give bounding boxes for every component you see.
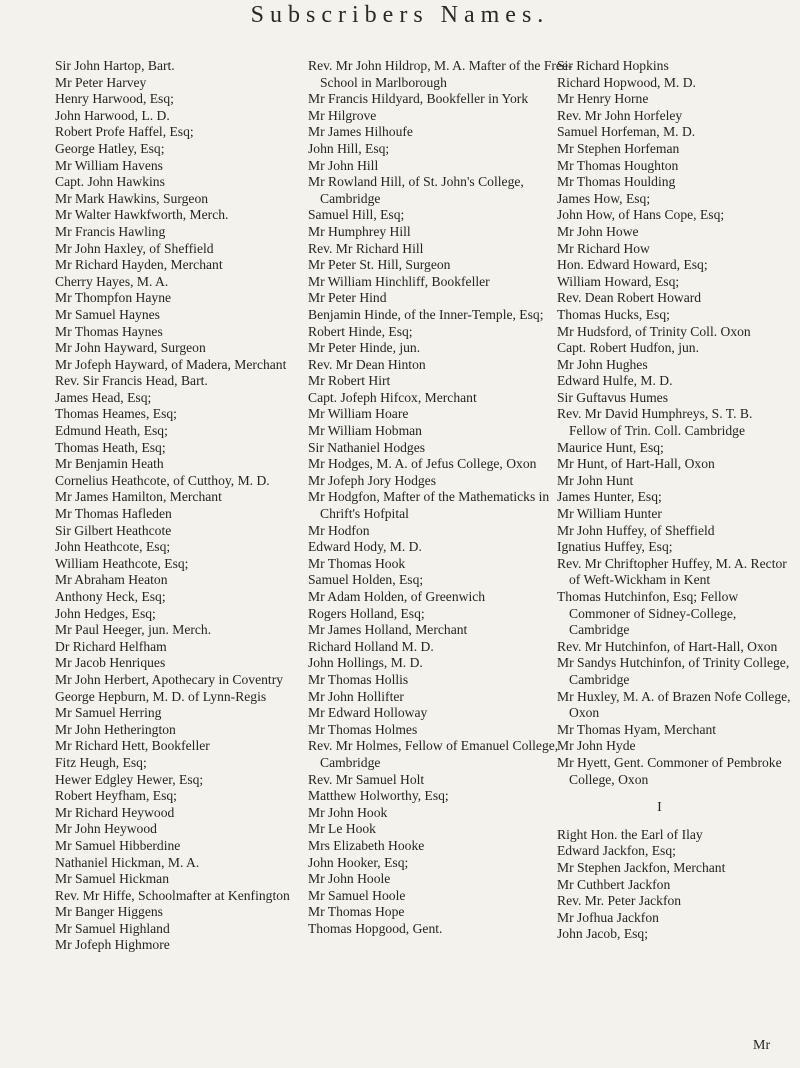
subscriber-entry: Samuel Holden, Esq; [308, 572, 424, 588]
subscriber-entry: Mrs Elizabeth Hooke [308, 837, 425, 853]
subscriber-entry: Mr John Hayward, Surgeon [55, 340, 206, 356]
subscriber-entry: Capt. Robert Hudfon, jun. [557, 340, 699, 356]
subscriber-entry: Mr Humphrey Hill [308, 223, 411, 239]
section-letter: I [657, 800, 662, 816]
subscribers-column-3 [557, 58, 792, 943]
catchword: Mr [753, 1038, 771, 1053]
subscriber-entry: Edward Hody, M. D. [308, 539, 422, 555]
subscriber-entry: John Hollings, M. D. [308, 655, 423, 671]
subscriber-entry: Mr Adam Holden, of Greenwich [308, 589, 486, 604]
subscriber-entry: Mr Thomas Holmes [308, 721, 418, 737]
subscriber-entry: John Hooker, Esq; [308, 854, 409, 870]
subscriber-entry: Mr Jacob Henriques [55, 655, 166, 671]
subscriber-entry: Cherry Hayes, M. A. [55, 273, 169, 289]
subscriber-entry: Hon. Edward Howard, Esq; [557, 257, 708, 273]
subscriber-entry: Mr James Hilhoufe [308, 124, 413, 140]
subscriber-entry: Mr Thomas Hope [308, 904, 405, 920]
subscriber-entry: George Hepburn, M. D. of Lynn-Regis [55, 688, 267, 704]
subscribers-column-1 [55, 58, 325, 954]
subscriber-entry: Mr Hudsford, of Trinity Coll. Oxon [557, 323, 751, 339]
subscriber-entry: William Heathcote, Esq; [55, 555, 189, 571]
subscriber-entry: Mr Thomas Hyam, Merchant [557, 721, 717, 737]
subscriber-entry: Thomas Hutchinfon, Esq; Fellow Commoner of Sidney-College, Cambridge [557, 589, 739, 638]
subscriber-entry: Mr John Hyde [557, 738, 636, 754]
subscriber-entry: Cornelius Heathcote, of Cutthoy, M. D. [55, 472, 270, 488]
subscriber-entry: Rev. Mr John Hildrop, M. A. Mafter of the Free-School in Marlborough [308, 58, 573, 90]
subscriber-entry: Robert Heyfham, Esq; [55, 788, 177, 804]
subscriber-entry: Mr Thompfon Hayne [55, 290, 172, 306]
subscriber-entry: Mr John Hughes [557, 356, 648, 372]
subscriber-entry: Mr James Holland, Merchant [308, 622, 468, 638]
subscriber-entry: Mr Huxley, M. A. of Brazen Nofe College, Oxon [557, 688, 791, 721]
subscriber-entry: Rev. Mr Dean Hinton [308, 356, 426, 372]
subscriber-entry: Capt. Jofeph Hifcox, Merchant [308, 389, 477, 405]
subscriber-entry: Mr Sandys Hutchinfon, of Trinity College, Cambridge [557, 655, 790, 687]
subscriber-entry: Nathaniel Hickman, M. A. [55, 854, 200, 870]
subscriber-entry: Mr Walter Hawkfworth, Merch. [55, 207, 229, 223]
subscriber-entry: Henry Harwood, Esq; [55, 91, 174, 107]
subscriber-entry: Mr William Hinchliff, Bookfeller [308, 273, 490, 289]
subscriber-entry: Mr Jofhua Jackfon [557, 909, 659, 925]
subscriber-entry: Matthew Holworthy, Esq; [308, 788, 449, 804]
subscriber-entry: Dr Richard Helfham [55, 638, 167, 654]
subscriber-entry: James Head, Esq; [55, 389, 152, 405]
subscriber-entry: Rogers Holland, Esq; [308, 605, 425, 621]
subscriber-entry: Rev. Sir Francis Head, Bart. [55, 373, 208, 389]
subscriber-entry: George Hatley, Esq; [55, 140, 165, 156]
subscriber-entry: Mr Richard Hett, Bookfeller [55, 738, 210, 754]
subscriber-entry: Mr Henry Horne [557, 91, 649, 107]
subscriber-entry: John How, of Hans Cope, Esq; [557, 207, 725, 223]
subscriber-entry: Mr Edward Holloway [308, 705, 428, 721]
subscriber-entry: Mr Peter Harvey [55, 74, 147, 90]
subscriber-entry: Mr Peter Hinde, jun. [308, 340, 421, 356]
subscriber-entry: Mr Thomas Hafleden [55, 506, 172, 522]
subscriber-entry: Mr Robert Hirt [308, 373, 391, 389]
subscriber-entry: Hewer Edgley Hewer, Esq; [55, 771, 204, 787]
subscriber-entry: Mr Francis Hildyard, Bookfeller in York [308, 91, 529, 107]
subscriber-entry: Mr John Hollifter [308, 688, 404, 704]
subscriber-entry: Mr Stephen Jackfon, Merchant [557, 859, 726, 875]
subscriber-entry: John Harwood, L. D. [55, 107, 170, 123]
subscriber-entry: John Hedges, Esq; [55, 605, 156, 621]
subscriber-entry: Richard Hopwood, M. D. [557, 74, 696, 90]
subscriber-entry: Mr Hilgrove [308, 107, 377, 123]
subscriber-entry: Mr Mark Hawkins, Surgeon [55, 190, 209, 206]
subscriber-entry: Mr Samuel Haynes [55, 306, 160, 322]
subscriber-entry: Thomas Hucks, Esq; [557, 306, 670, 322]
subscriber-entry: James How, Esq; [557, 190, 651, 206]
subscriber-entry: Mr William Hunter [557, 506, 662, 522]
page-header-title: Subscribers Names. [250, 2, 550, 28]
subscriber-entry: Mr Peter Hind [308, 290, 387, 306]
subscriber-entry: Mr Hodfon [308, 522, 370, 538]
subscriber-entry: Mr Jofeph Highmore [55, 937, 170, 953]
subscriber-entry: Mr Hunt, of Hart-Hall, Oxon [557, 456, 715, 472]
subscriber-entry: Mr John Hunt [557, 472, 634, 488]
subscriber-entry: Mr Thomas Hollis [308, 671, 409, 687]
subscriber-entry: Robert Profe Haffel, Esq; [55, 124, 194, 140]
subscriber-entry: Mr Francis Hawling [55, 223, 166, 239]
subscriber-entry: Mr John Hill [308, 157, 379, 173]
subscriber-entry: Mr Samuel Herring [55, 705, 162, 721]
subscriber-entry: John Heathcote, Esq; [55, 539, 171, 555]
subscriber-entry: William Howard, Esq; [557, 273, 680, 289]
subscriber-entry: Mr Richard How [557, 240, 650, 256]
subscriber-entry: James Hunter, Esq; [557, 489, 662, 505]
subscriber-entry: Mr Stephen Horfeman [557, 140, 680, 156]
subscriber-entry: Maurice Hunt, Esq; [557, 439, 664, 455]
subscriber-entry: Rev. Mr Hutchinfon, of Hart-Hall, Oxon [557, 638, 778, 654]
subscriber-entry: Rev. Mr. Peter Jackfon [557, 893, 682, 909]
subscriber-entry: Ignatius Huffey, Esq; [557, 539, 673, 555]
subscriber-entry: Rev. Mr Holmes, Fellow of Emanuel College, Cambridge [308, 738, 559, 770]
subscriber-entry: Mr Thomas Houghton [557, 157, 679, 173]
subscriber-entry: Thomas Heath, Esq; [55, 439, 166, 455]
subscriber-entry: Mr Thomas Hook [308, 555, 406, 571]
subscriber-entry: Sir Nathaniel Hodges [308, 439, 426, 455]
subscriber-entry: Samuel Horfeman, M. D. [557, 124, 696, 140]
subscriber-entry: Mr Cuthbert Jackfon [557, 876, 671, 892]
subscriber-entry: Mr Thomas Haynes [55, 323, 163, 339]
subscriber-entry: Mr John Herbert, Apothecary in Coventry [55, 671, 284, 687]
subscriber-entry: Thomas Hopgood, Gent. [308, 920, 443, 936]
subscriber-entry: Mr Hyett, Gent. Commoner of Pembroke College, Oxon [557, 754, 782, 787]
subscriber-entry: John Jacob, Esq; [557, 926, 648, 942]
subscriber-entry: Mr Richard Heywood [55, 804, 175, 820]
subscriber-entry: Rev. Mr Samuel Holt [308, 771, 425, 787]
subscriber-entry: Mr Le Hook [308, 821, 376, 837]
subscriber-entry: Mr Jofeph Jory Hodges [308, 472, 436, 488]
subscriber-entry: Mr John Hook [308, 804, 388, 820]
subscriber-entry: Mr Hodges, M. A. of Jefus College, Oxon [308, 456, 537, 472]
subscriber-entry: Mr Banger Higgens [55, 904, 163, 920]
subscriber-entry: Mr Samuel Hibberdine [55, 837, 181, 853]
subscriber-entry: Edward Hulfe, M. D. [557, 373, 673, 389]
subscriber-entry: Rev. Mr Chriftopher Huffey, M. A. Rector of Weft-Wickham in Kent [557, 555, 787, 588]
subscriber-entry: Right Hon. the Earl of Ilay [557, 826, 703, 842]
subscriber-entry: Mr John Howe [557, 223, 639, 239]
subscribers-column-2 [308, 58, 580, 937]
subscriber-entry: Rev. Mr Richard Hill [308, 240, 424, 256]
subscriber-entry: Rev. Dean Robert Howard [557, 290, 702, 306]
subscriber-entry: Mr William Hoare [308, 406, 409, 422]
subscriber-entry: Mr Samuel Hickman [55, 871, 170, 887]
subscriber-entry: Fitz Heugh, Esq; [55, 754, 147, 770]
subscriber-entry: Thomas Heames, Esq; [55, 406, 177, 422]
subscriber-entry: Mr Peter St. Hill, Surgeon [308, 257, 451, 273]
subscriber-entry: Capt. John Hawkins [55, 174, 165, 190]
subscriber-entry: Benjamin Hinde, of the Inner-Temple, Esq; [308, 306, 544, 322]
subscriber-entry: Robert Hinde, Esq; [308, 323, 413, 339]
subscriber-entry: Sir Gilbert Heathcote [55, 522, 172, 538]
subscriber-entry: Mr Abraham Heaton [55, 572, 168, 588]
subscriber-entry: Mr John Heywood [55, 821, 157, 837]
subscriber-entry: Mr William Hobman [308, 423, 422, 439]
subscriber-entry: Rev. Mr David Humphreys, S. T. B. Fellow of Trin. Coll. Cambridge [557, 406, 753, 439]
subscriber-entry: Mr Rowland Hill, of St. John's College, Cambridge [308, 174, 524, 206]
subscriber-entry: Mr John Hoole [308, 871, 391, 887]
subscriber-entry: Mr William Havens [55, 157, 163, 173]
subscriber-entry: Mr Thomas Houlding [557, 174, 676, 190]
subscriber-entry: Mr Jofeph Hayward, of Madera, Merchant [55, 356, 287, 372]
subscriber-entry: Richard Holland M. D. [308, 638, 434, 654]
subscriber-entry: Sir Guftavus Humes [557, 389, 669, 405]
subscriber-entry: Mr Richard Hayden, Merchant [55, 257, 223, 273]
subscriber-entry: Anthony Heck, Esq; [55, 589, 166, 604]
subscriber-entry: Mr James Hamilton, Merchant [55, 489, 222, 505]
subscriber-entry: Mr Paul Heeger, jun. Merch. [55, 622, 212, 638]
subscriber-entry: Sir Richard Hopkins [557, 58, 669, 73]
subscriber-entry: Mr John Haxley, of Sheffield [55, 240, 214, 256]
subscriber-entry: Mr Benjamin Heath [55, 456, 164, 472]
subscriber-entry: Mr Hodgfon, Mafter of the Mathematicks in Chrift's Hofpital [308, 489, 550, 522]
subscriber-entry: Edmund Heath, Esq; [55, 423, 168, 439]
subscriber-entry: Mr John Huffey, of Sheffield [557, 522, 715, 538]
subscriber-entry: Edward Jackfon, Esq; [557, 843, 676, 859]
subscriber-entry: Samuel Hill, Esq; [308, 207, 405, 223]
subscriber-entry: John Hill, Esq; [308, 140, 390, 156]
subscriber-entry: Mr John Hetherington [55, 721, 176, 737]
subscriber-entry: Rev. Mr Hiffe, Schoolmafter at Kenfington [55, 887, 290, 903]
subscriber-entry: Mr Samuel Highland [55, 920, 170, 936]
subscriber-entry: Rev. Mr John Horfeley [557, 107, 683, 123]
subscriber-entry: Mr Samuel Hoole [308, 887, 406, 903]
subscriber-entry: Sir John Hartop, Bart. [55, 58, 175, 73]
